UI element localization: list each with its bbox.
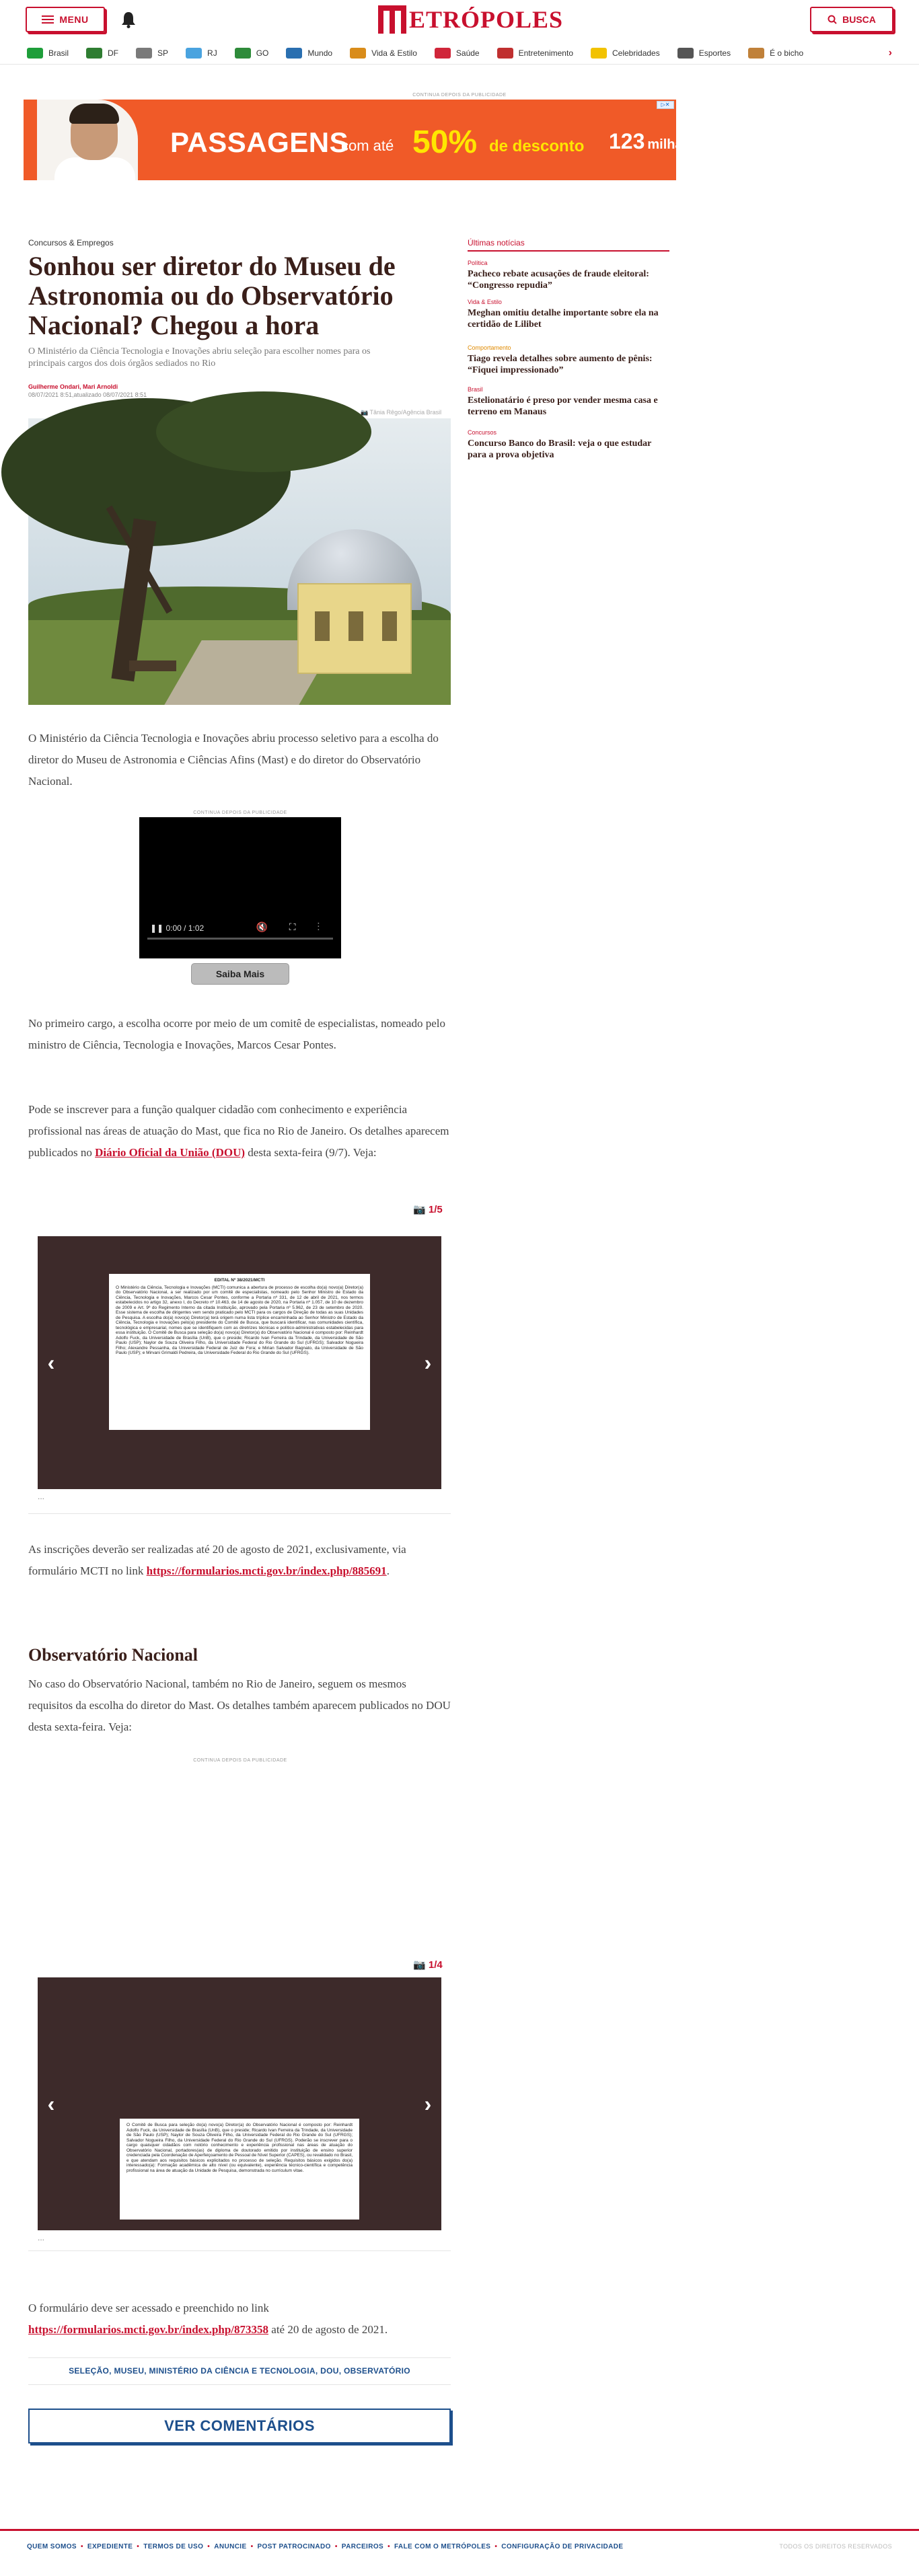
ad-label: CONTINUA DEPOIS DA PUBLICIDADE [412, 93, 507, 98]
ad-person-image [37, 100, 138, 180]
footer-link[interactable]: ANUNCIE [214, 2543, 247, 2550]
gallery-caption: ... [38, 1492, 45, 1501]
news-headline[interactable]: Concurso Banco do Brasil: veja o que estudar para a prova objetiva [468, 439, 652, 460]
footer-link[interactable]: CONFIGURAÇÃO DE PRIVACIDADE [501, 2543, 624, 2550]
gallery-counter: 📷 1/5 [413, 1204, 443, 1215]
category-icon [136, 48, 152, 59]
latest-news-title: Últimas notícias [468, 238, 525, 248]
gallery-prev-button[interactable]: ‹ [47, 2092, 55, 2116]
category-nav-item[interactable] [748, 48, 803, 59]
news-category: Concursos [468, 429, 497, 436]
category-label: Saúde [455, 48, 480, 58]
photo-credit [361, 409, 441, 416]
latest-news-item[interactable] [468, 429, 669, 461]
form-link-1[interactable]: https://formularios.mcti.gov.br/index.php/885691 [146, 1564, 387, 1577]
news-headline[interactable]: Estelionatário é preso por vender mesma casa e terreno em Manaus [468, 395, 658, 417]
video-time [150, 923, 204, 933]
section-subhead: Observatório Nacional [28, 1645, 198, 1665]
ad-label: CONTINUA DEPOIS DA PUBLICIDADE [193, 810, 287, 815]
category-label: GO [256, 48, 269, 58]
pause-icon[interactable]: ❚❚ [150, 923, 166, 933]
category-label: Vida & Estilo [371, 48, 417, 58]
category-icon [86, 48, 102, 59]
hero-image [28, 418, 451, 705]
camera-icon: 📷 [413, 1204, 429, 1215]
image-gallery[interactable] [38, 1236, 441, 1489]
gallery-prev-button[interactable]: ‹ [47, 1351, 55, 1375]
observatory-building [297, 583, 412, 674]
photo-credit-text: Tânia Rêgo/Agência Brasil [369, 409, 442, 416]
article-paragraph: No caso do Observatório Nacional, também no Rio de Janeiro, seguem os mesmos requisitos da escolha do diretor do Mast. Os detalhes também aparecem publicados no DOU desta sexta-feira. Veja: [28, 1677, 451, 1733]
separator: • [207, 2543, 211, 2550]
category-label: DF [108, 48, 119, 58]
category-label: RJ [207, 48, 217, 58]
category-nav-item[interactable] [186, 48, 217, 59]
view-comments-button[interactable]: VER COMENTÁRIOS [28, 2409, 451, 2444]
gallery-document-image [109, 1274, 370, 1430]
dou-link[interactable]: Diário Oficial da União (DOU) [95, 1146, 246, 1159]
gallery-caption: ... [38, 2233, 45, 2242]
footer-link[interactable]: PARCEIROS [341, 2543, 384, 2550]
category-label: Esportes [698, 48, 731, 58]
category-icon [286, 48, 302, 59]
site-footer [0, 2529, 919, 2576]
category-nav-item[interactable] [27, 48, 69, 59]
article-date: 08/07/2021 8:51,atualizado 08/07/2021 8:51 [28, 391, 147, 398]
gallery-next-button[interactable]: › [424, 1351, 432, 1375]
article-paragraph: No primeiro cargo, a escolha ocorre por meio de um comitê de especialistas, nomeado pelo ministro de Ciência, Tecnologia e Inovações, Marcos Cesar Pontes. [28, 1017, 445, 1051]
ad-title: PASSAGENS [170, 126, 349, 158]
ad-logo-number: 123 [609, 129, 645, 153]
separator: • [81, 2543, 83, 2550]
category-label: Celebridades [612, 48, 660, 58]
article-headline: Sonhou ser diretor do Museu de Astronomia ou do Observatório Nacional? Chegou a hora [28, 251, 396, 340]
document-text: O Comitê de Busca para seleção do(a) novo(a) Diretor(a) do Observatório Nacional é composto por: Reinhardt Adolfo Fuck, da Universidade de Brasília (UnB), que o preside; Ricardo Ivan Ferreira da Trindade, da Universidade de São Paulo (USP); Naylor de Souza Oliveira Filho, da Universidade Federal do Rio Grande do Sul (UFRGS); Salvador Nogueira Filho, da Universidade Federal do Rio Grande do Sul (UFRGS). Poderão se inscrever para o cargo quaisquer cidadãos com notório conhecimento e experiência profissional nas áreas de atuação do Observatório Nacional, portadores(as) de diploma de doutorado emitido por instituição de ensino superior credenciada pela Coordenação de Aperfeiçoamento de Pessoal de Nível Superior (CAPES), ou revalidado no Brasil, e que atendam aos requisitos básicos explicitados no processo de seleção. Requisitos básicos exigidos do(a) interessado(a): Formação acadêmica de alto nível (ou equivalente), experiência técnico-científica e competência profissional na área de atuação da Unidade de Pesquisa, demonstrada no currículum vitae. [126, 2123, 353, 2173]
footer-nav [27, 2543, 623, 2550]
article-paragraph: Pode se inscrever para a função qualquer cidadão com conhecimento e experiência profissional nas áreas de atuação do Mast, que fica no Rio de Janeiro. Os detalhes aparecem publicados no Diário Oficial da União (DOU) desta sexta-feira (9/7). Veja: [28, 1103, 449, 1159]
logo-text: ETRÓPOLES [409, 6, 564, 33]
category-nav [0, 42, 919, 65]
category-icon [350, 48, 366, 59]
category-label: SP [157, 48, 169, 58]
video-progress[interactable] [147, 938, 333, 940]
category-icon [186, 48, 202, 59]
video-controls[interactable]: 🔇 ⛶ ⋮ [256, 921, 329, 932]
article-kicker[interactable]: Concursos & Empregos [28, 238, 114, 248]
category-nav-item[interactable] [677, 48, 731, 59]
category-icon [435, 48, 451, 59]
document-text: O Ministério da Ciência, Tecnologia e Inovações (MCTI) comunica a abertura de processo de escolha do(a) novo(a) Diretor(a) do Observatório Nacional, a ser realizado por um comitê de especialistas, nomeado pelo Senhor Ministro de Estado da Ciência, Tecnologia e Inovações, Marcos Cesar Pontes, conforme a Portaria nº 331, de 12 de abril de 2021, nos termos estabelecidos no artigo 32, anexo I, do Decreto nº 10.463, de 14 de agosto de 2020, na Portaria nº 1.057, de 10 de dezembro de 2009 e Art. 9º do Regimento Interno da citada Instituição, aprovado pela Portaria nº 5.962, de 23 de setembro de 2020. Esse sistema de escolha de dirigentes vem sendo praticado pelo MCTI para os cargos de Direção de todas as suas Unidades de Pesquisa. A escolha do(a) novo(a) Diretor(a) terá origem numa lista tríplice encaminhada ao Senhor Ministro de Estado da Ciência, Tecnologia e Inovações pelo(a) presidente do Comitê de Busca, que buscará identificar, nas comunidades científica, tecnológica e empresarial, nomes que se identifiquem com as diretrizes técnicas e político-administrativas estabelecidas para essa instituição. O Comitê de Busca para seleção do(a) novo(a) Diretor(a) do Observatório Nacional é composto por: Reinhardt Adolfo Fuck, da Universidade de Brasília (UnB), que o preside; Ricardo Ivan Ferreira da Trindade, da Universidade de São Paulo (USP); Naylor de Souza Oliveira Filho, da Universidade Federal do Rio Grande do Sul (UFRGS); Salvador Nogueira Filho; Alexandre Pessanha, da Universidade Federal de Juiz de Fora; e Mirian Salvador Bagnato, da Universidade de São Paulo (USP); e Mirvani Grimaldi Pedreira, da Universidade Federal do Rio Grande do Sul (UFRGS). [116, 1285, 363, 1355]
ad-percent: 50% [412, 124, 478, 160]
category-icon [677, 48, 694, 59]
latest-news-item[interactable] [468, 386, 669, 418]
category-nav-item[interactable] [591, 48, 660, 59]
news-category: Brasil [468, 386, 483, 393]
footer-link[interactable]: POST PATROCINADO [257, 2543, 331, 2550]
category-icon [235, 48, 251, 59]
category-nav-item[interactable] [136, 48, 168, 59]
ad-banner[interactable] [24, 100, 690, 180]
menu-label: MENU [59, 14, 89, 25]
footer-link[interactable]: QUEM SOMOS [27, 2543, 77, 2550]
category-nav-item[interactable] [435, 48, 480, 59]
hamburger-icon [42, 15, 54, 24]
site-header [0, 0, 919, 42]
category-icon [748, 48, 764, 59]
article-paragraph: O Ministério da Ciência Tecnologia e Inovações abriu processo seletivo para a escolha do diretor do Museu de Astronomia e Ciências Afins (Mast) e do diretor do Observatório Nacional. [28, 732, 439, 788]
article-paragraph: O formulário deve ser acessado e preenchido no link https://formularios.mcti.gov.br/index.php/873358 até 20 de agosto de 2021. [28, 2302, 388, 2336]
video-player[interactable] [139, 817, 341, 958]
category-label: Entretenimento [518, 48, 573, 58]
search-label: BUSCA [842, 14, 876, 25]
saiba-mais-button[interactable]: Saiba Mais [191, 963, 289, 985]
video-time-text: 0:00 / 1:02 [166, 923, 205, 933]
category-label: É o bicho [770, 48, 804, 58]
category-nav-item[interactable] [235, 48, 269, 59]
footer-link[interactable]: TERMOS DE USO [143, 2543, 204, 2550]
image-gallery[interactable] [38, 1977, 441, 2230]
category-icon [497, 48, 513, 59]
separator: • [137, 2543, 140, 2550]
separator: • [334, 2543, 338, 2550]
search-icon [828, 15, 837, 24]
divider [468, 250, 669, 252]
bell-icon[interactable] [121, 11, 136, 28]
footer-link[interactable]: FALE COM O METRÓPOLES [394, 2543, 491, 2550]
gallery-document-image [120, 2119, 359, 2220]
ad-label: CONTINUA DEPOIS DA PUBLICIDADE [193, 1758, 287, 1763]
chevron-right-icon[interactable]: › [888, 47, 892, 59]
camera-icon: 📷 [361, 409, 370, 416]
latest-news-item[interactable] [468, 344, 669, 376]
article-byline[interactable]: Guilherme Ondari, Mari Arnoldi [28, 383, 118, 390]
category-icon [591, 48, 607, 59]
separator: • [250, 2543, 254, 2550]
category-nav-item[interactable] [497, 48, 573, 59]
gallery-counter: 📷 1/4 [413, 1959, 443, 1971]
news-headline[interactable]: Pacheco rebate acusações de fraude eleitoral: “Congresso repudia” [468, 269, 649, 291]
camera-icon: 📷 [413, 1959, 429, 1971]
ad-brand-logo [609, 129, 690, 154]
news-headline[interactable]: Meghan omitiu detalhe importante sobre ela na certidão de Lilibet [468, 308, 659, 330]
search-button[interactable] [810, 7, 893, 32]
category-icon [27, 48, 43, 59]
logo-mark [378, 5, 406, 34]
category-nav-item[interactable] [350, 48, 417, 59]
footer-link[interactable]: EXPEDIENTE [87, 2543, 133, 2550]
site-logo[interactable] [378, 5, 563, 34]
latest-news-item[interactable] [468, 260, 669, 291]
form-link-2[interactable]: https://formularios.mcti.gov.br/index.php/873358 [28, 2323, 269, 2336]
copyright: TODOS OS DIREITOS RESERVADOS [779, 2543, 892, 2550]
article-lead: O Ministério da Ciência Tecnologia e Inovações abriu seleção para escolher nomes para os principais cargos dos dois órgãos sediados no Rio [28, 346, 371, 369]
document-title: EDITAL Nº 38/2021/MCTI [214, 1278, 265, 1283]
ad-logo-text: milhas [647, 137, 690, 152]
category-nav-item[interactable] [286, 48, 332, 59]
news-category: Política [468, 260, 488, 266]
news-headline[interactable]: Tiago revela detalhes sobre aumento de pênis: “Fiquei impressionado” [468, 354, 653, 375]
category-nav-item[interactable] [86, 48, 118, 59]
news-category: Comportamento [468, 344, 511, 351]
menu-button[interactable] [26, 7, 105, 32]
category-label: Mundo [307, 48, 333, 58]
article-paragraph: As inscrições deverão ser realizadas até 20 de agosto de 2021, exclusivamente, via formulário MCTI no link https://formularios.mcti.gov.br/index.php/885691. [28, 1543, 406, 1577]
category-label: Brasil [48, 48, 69, 58]
separator: • [388, 2543, 390, 2550]
ad-description: de desconto [489, 137, 585, 155]
latest-news-item[interactable] [468, 299, 669, 330]
ad-choices-icon[interactable]: ▷✕ [657, 101, 674, 109]
separator: • [494, 2543, 498, 2550]
article-tags[interactable]: SELEÇÃO, MUSEU, MINISTÉRIO DA CIÊNCIA E TECNOLOGIA, DOU, OBSERVATÓRIO [69, 2366, 410, 2376]
news-category: Vida & Estilo [468, 299, 502, 305]
gallery-next-button[interactable]: › [424, 2092, 432, 2116]
ad-subtitle: com até [341, 137, 394, 154]
